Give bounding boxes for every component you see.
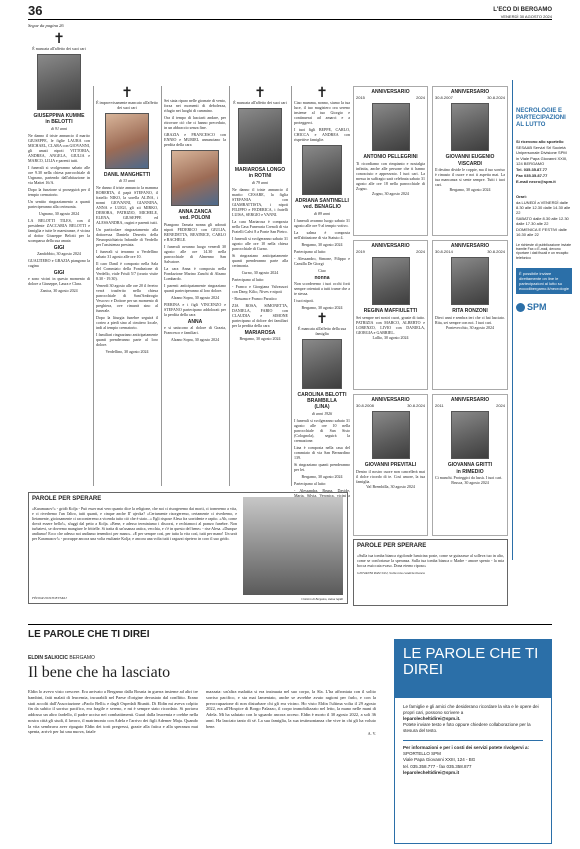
obituary-column-2 <box>96 86 158 488</box>
article-sign: A. V. <box>367 731 376 737</box>
obit-intro: È improvvisamente mancato all'affetto dei suoi cari <box>96 100 158 110</box>
box-title: PAROLE PER SPERARE <box>32 496 102 502</box>
anniversary-text: Sei sempre nei nostri cuori, grazie di tutto. PATRIZIA con MARCO, ALBERTO e LORENZO, LIVIO con DANIELA, GIORGIA e GABRIEL. <box>356 314 425 335</box>
obit-text: - Alessandra, Bruna, Davide, Marta, Silvia, Veronica, vicini a <box>294 487 350 498</box>
anniversary-text: Ti ricordiamo con rimpianto e nostalgia infinita, anche alle persone che ti hanno conosciuto e apprezzato. I tuoi cari. La messa in suffragio sarà celebrata sabato 31 agosto alle ore 18 nella parrocchiale di Zogno. <box>356 160 425 191</box>
obit-text: I tuoi nipoti. <box>294 297 314 303</box>
obit-text: Ne danno il triste annuncio il marito GIUSEPPE, le figlie LAURA con MICHAEL, CLARA con GIOVANNI, gli amati nipoti VITTORIA, ANDREA, ANGELA, GIULIA e MARCO, LILIA e parenti tutti. <box>28 132 90 163</box>
sidebar-title: NECROLOGIE E PARTECIPAZIONI AL LUTTO <box>516 108 566 128</box>
obituary-column-3 <box>164 98 226 488</box>
obit-text: Piangono l'amata nonna gli adorati nipoti FEDERICO con GIULIA, BENEDETTA, BEATRICE, CARLO e RACHELE. <box>164 221 226 242</box>
obit-sign: Zandobbio, 30 agosto 2024 <box>37 250 81 256</box>
obit-sign: Verdellino, 30 agosto 2024 <box>105 349 149 355</box>
obit-text: Ciao mamma, nonno, siamo la tua luce, il tuo magistero ora sereno insieme al tuo Giorgio e continuerai ad amarci e a proteggerci. <box>294 100 350 125</box>
obit-sign: Urgnano, 30 agosto 2024 <box>38 210 80 216</box>
obit-sign: Alzano Sopra, 30 agosto 2024 <box>170 294 220 300</box>
obit-age: di 91 anni <box>50 125 68 131</box>
obit-text: La salma è composta nell'abitazione di via Statuto 4. <box>294 229 350 240</box>
obit-name-sub: ved. POLONI <box>179 215 211 222</box>
portrait-photo <box>451 103 489 151</box>
obit-age: di 89 anni <box>313 210 331 216</box>
portrait-photo <box>372 103 410 151</box>
anniversary-text: Dieci anni e sembra ieri che ci hai lasciato. Rita, sei sempre con noi. I tuoi cari. <box>435 314 505 325</box>
necrology-sidebar: NECROLOGIE E PARTECIPAZIONI AL LUTTO Si ricevono allo sportello SESAAB Servizi Srl Società Unipersonale Divisione SPM in Viale Papa Giovanni XXIII, 124 BERGAMO Tel. 035.35.87.77 Fax 035.35.87.77 E-mail necro@spm.it Orari: da LUNEDÌ a VENERDÌ dalle 8.30 alle 12.30 dalle 14.30 alle 22 SABATO dalle 8.30 alle 12.30 dalle 17.30 alle 22 DOMENICA E FESTIVI dalle 16.30 alle 22 Le richieste di pubblicazione inviate tramite Fax o E-mail, devono riportare i dati fiscali e un recapito telefonico È possibile inviare direttamente on line le partecipazioni al lutto su eccodibergamo.it/necrologie SPM <box>512 80 572 560</box>
anniversary-card: ANNIVERSARIO 2015 2024 ANTONIO PELLEGRINI Ti ricordiamo con rimpianto e nostalgia infinita, anche alle persone che ti hanno conosciuto e apprezzato. I tuoi cari. La messa in suffragio sarà celebrata sabato 31 agosto alle ore 18 nella parrocchiale di Zogno. Zogno, 30 agosto 2024 <box>353 86 428 236</box>
obit-sign: Zanica, 30 agosto 2024 <box>40 288 78 293</box>
obit-name: GIGI <box>53 244 65 251</box>
anniversary-card: ANNIVERSARIO 30.8.2007 30.8.2024 GIOVANNI EUGENIO VISCARDI Il destino divide le coppie, ma il tuo sorriso è rimasto il cuore e noi ti aspetta mai. La tua mancanza si sente sempre. Tutti i tuoi cari. Bergamo, 30 agosto 2024 <box>432 86 508 236</box>
column-divider <box>291 86 292 486</box>
anniversary-sign: Val Brembilla, 30 agosto 2024 <box>366 483 415 489</box>
promo-email-link[interactable]: leparolecheltidirei@spm.it. <box>403 716 461 722</box>
obit-text: Un particolare ringraziamento alla dottoressa Daniela Desertis della Neuropsichiatria Infantile di Verdello per l'assistenza prestata. <box>96 227 158 248</box>
obit-sign: Curno, 30 agosto 2024 <box>241 269 279 275</box>
obit-text: I funerali si svolgeranno sabato 31 agosto alle ore 10 nella parrocchiale di San Sisto (Colognola), seguirà la cremazione. <box>294 417 350 443</box>
obit-name: MARIAROSA <box>244 329 276 336</box>
obit-text: Un sentito ringraziamento a quanti parteciperanno alla cerimonia. <box>28 198 90 209</box>
obit-sign: Alzano Sopra, 30 agosto 2024 <box>170 336 220 342</box>
obit-text: Partecipano al lutto: <box>294 480 327 486</box>
cross-icon: ✝ <box>121 86 133 101</box>
obit-text: GRAZIA e FRANCESCO con ENNIO e MURIEL annunciano la perdita della cara <box>164 132 226 147</box>
anniversary-card: ANNIVERSARIO 2011 2024 GIOVANNA GRITTI in RIMEDIO Ci manchi. Proteggici da lassù. I tuoi cari. Brusca, 30 agosto 2024 <box>432 394 508 536</box>
anniversary-card: ANNIVERSARIO 30.8.2014 30.8.2024 RITA RONZONI Dieci anni e sembra ieri che ci hai lasciato. Rita, sei sempre con noi. I tuoi cari. Pontevecchio, 30 agosto 2024 <box>432 240 508 390</box>
obit-age: di 33 anni <box>118 178 136 184</box>
anniversary-name: GIOVANNI EUGENIO VISCARDI <box>445 154 495 167</box>
column-divider <box>93 86 94 486</box>
anniversary-card: ANNIVERSARIO 30.8.2008 30.8.2024 GIOVANNI PREVITALI Dentro il nostro cuore non cancellerà mai il dolce ricordo di te. Così amore, la tua famiglia. Val Brembilla, 30 agosto 2024 <box>353 394 428 536</box>
online-submission-banner[interactable]: È possibile inviare direttamente on line le partecipazioni al lutto su eccodibergamo.it/necrologie <box>516 268 572 294</box>
obit-text: Partecipano al lutto: <box>294 248 327 254</box>
obit-text: La cara Mariarosa è composta nella Casa Funeraria Crenoli di via Fratelli Calvi 8 a Ponte San Pietro. <box>232 218 288 234</box>
cross-icon: ✝ <box>316 310 328 327</box>
obit-text: Ora il tempo di lasciarti andare, per ritrovare ciò che ci hanno preceduto, in un abbraccio senza fine. <box>164 115 226 130</box>
spm-logo: SPM <box>516 302 572 313</box>
obit-age: di anni 1926 <box>311 410 333 416</box>
obit-age: di 79 anni <box>251 179 269 185</box>
obit-text: - Rossana e Franco Paratico <box>232 295 277 301</box>
obit-name-sub: in BELOTTI <box>45 119 73 126</box>
portrait-photo <box>451 411 489 459</box>
header-date: VENERDÌ 30 AGOSTO 2024 <box>500 14 552 19</box>
anniversary-text: Dentro il nostro cuore non cancellerà mai il dolce ricordo di te. Così amore, la tua famiglia. <box>356 468 425 484</box>
obit-text: GUALTIERO e GRAZIA piangono la cugina <box>28 257 90 268</box>
obit-name: ANNA <box>187 318 203 325</box>
obit-sign: Bergamo, 30 agosto 2024 <box>301 241 343 247</box>
obit-text: Partecipano al lutto: <box>232 276 265 282</box>
obit-text: Ne danno il triste annuncio la mamma ROBERTA, il papà STEFANO, il fratello NIKO, la sorella ALINA, i nonni GIOVANNI, GIANNINA, ANNA e LUIGI, gli zii MIRKO, DEBORA, PATRIZIO, MICHELE, ELENA, GIUSEPPE ed ALESSANDRA, cugini e parenti tutti. <box>96 185 158 226</box>
page-number: 36 <box>28 2 43 18</box>
obit-text: Lina è composta nella casa del commiato di via San Bernardino 139. <box>294 444 350 460</box>
obit-name: MARIAROSA LONGO <box>234 167 286 173</box>
obit-sign: Bergamo, 30 agosto 2024 <box>239 335 281 341</box>
anniversary-sign: Zogno, 30 agosto 2024 <box>372 190 409 196</box>
obituary-column-4 <box>232 86 288 488</box>
obit-name: GIGI <box>53 269 65 276</box>
obit-text: I parenti anticipatamente ringraziano quanti parteciperanno al loro dolore. <box>164 282 226 293</box>
article-byline: ELDIN SALKICIC BERGAMO <box>28 655 95 661</box>
section-title: LE PAROLE CHE TI DIREI <box>28 624 552 642</box>
anniversary-name: REGINA MAFFIULETTI <box>363 308 418 315</box>
quote-source: GIOVANNI PASCOLI, Sulla mia candela bianca <box>357 570 425 575</box>
portrait-photo <box>171 150 219 206</box>
quote-source: FËDOR DOSTOEVSKIJ <box>32 595 67 600</box>
anniversary-sign: Pontevecchio, 30 agosto 2024 <box>446 324 494 330</box>
obit-text: I funerali si svolgeranno sabato alle ore 9.30 nella chiesa parrocchiale di Urgnano, partendo dall'abitazione in via Mattei 16/A. <box>28 164 90 185</box>
obit-sign: Bergamo, 30 agosto 2024 <box>301 473 343 479</box>
anniversary-name-sub: in RIMEDIO <box>456 468 484 475</box>
box-title: PAROLE PER SPERARE <box>357 543 427 549</box>
obit-text: I funerali avranno luogo venerdì 30 agosto alle ore 14.30 nella parrocchiale di Almenno San Salvatore. <box>164 243 226 264</box>
obit-text: Dopo la liturgia funebre seguirà il corteo a piedi sino al cimitero locale, indi al tempio crematorio. <box>96 315 158 331</box>
continuation-note: Segue da pagina 26 <box>28 23 64 28</box>
obit-intro: È mancata all'affetto dei suoi cari <box>233 100 287 105</box>
obit-text: I funerali si terranno a Verdellino sabato 31 agosto alle ore 10. <box>96 249 158 260</box>
obit-text: LA BELOTTI TILES, con il presidente ZACCARIA BELOTTI e famiglia e tutte le maestranze, è vicina al dottor Giuseppe Belotti per la scomparsa della sua amata <box>28 217 90 243</box>
anniversary-text: Ci manchi. Proteggici da lassù. I tuoi cari. <box>435 474 503 480</box>
sidebar-email-link[interactable]: E-mail necro@spm.it <box>516 178 556 184</box>
obit-text: Si ringraziano anticipatamente quanti prenderanno parte alla cerimonia. <box>232 252 288 268</box>
portrait-photo <box>372 257 410 305</box>
portrait-photo <box>451 257 489 305</box>
quote-text: «Sulla tua tomba bianca rigolonde lumicina poste, come se guizzasse al solleva tuo in alto, come se confortasse la speranza. Sulla tua tomba bianca o Madre - amore spento - la mia bocca essiccata evaso. Dona eterno riposo» <box>357 552 504 568</box>
obit-text: La cara Anna è composta nella Fondazione Marino Zanchi di Alzano Lombardo. <box>164 265 226 281</box>
promo-title: LE PAROLE CHE TI DIREI <box>395 640 551 698</box>
header-right <box>493 7 552 20</box>
obit-text: ZIA ROSA, SIMONETTA, DANIELA, FABIO con CLAUDIA e SIMONE partecipano al dolore dei familiari per la perdita della cara <box>232 302 288 328</box>
obit-name: nonna <box>314 274 330 281</box>
newspaper-brand: L'ECO DI BERGAMO <box>493 6 552 13</box>
portrait-photo <box>37 54 81 110</box>
cross-icon: ✝ <box>316 86 328 101</box>
portrait-photo <box>238 108 282 164</box>
cross-icon: ✝ <box>53 32 65 47</box>
obit-text: Il caro Danil è composto nella Sala del Commiato della Fondazione di Verdello, viale Friuli 5/7 (orario visite 8.30 - 19.30). <box>96 261 158 282</box>
obit-text: e sono vicini in questo momento di dolore a Giuseppe, Laura e Clara. <box>28 276 90 286</box>
obituary-column-1 <box>28 32 90 487</box>
obit-name: GIUSEPPINA KUMME <box>33 113 85 119</box>
article-text: mazzata: un'altra malattia si era insinuata nel suo corpo, la Sla. L'ha affrontata con il solito sorriso pacifico, e sta mai lamentato, anche se avrebbe avuto ragioni per farlo, e con la preoccupazione di non disturbare chi gli era vicino. Ho visto Eldin l'ultima volta il 29 agosto 2022, era all'Hospice di Borgo Palazzo, il corpo immobilizzato nel letto, la mano nelle mani di Adela. Mi ha salutato con lo sguardo ancora acceso. Eldin è morto il 30 agosto 2022, a soli 36 anni. Ha lasciato tanto di sé. La sua famiglia, la sua testimonianza che vive in chi gli ha voluto bene. <box>206 689 376 729</box>
obit-name-sub: BRAMBILLA <box>307 398 337 404</box>
obit-text: Venerdì 30 agosto alle ore 20 il feretro verrà trasferito nella chiesa parrocchiale di Sant'Ambrogio Vescovo e Dottore per un momento di preghiera, ove rimarrà sino al funerale. <box>96 283 158 314</box>
obit-name: CAROLINA BELOTTI <box>297 391 347 398</box>
portrait-photo <box>302 339 342 389</box>
anniversary-name: GIOVANNI PREVITALI <box>364 462 417 469</box>
spm-logo-icon <box>516 303 525 312</box>
obit-name-sub: in ROTINI <box>248 173 272 180</box>
obit-name: DANIL MANGHETTI <box>103 172 151 178</box>
obit-name: ANNA ZANCA <box>178 209 212 215</box>
memorial-article <box>28 655 376 736</box>
parole-per-sperare-box <box>28 492 348 604</box>
anniversary-card: ANNIVERSARIO 2019 2024 REGINA MAFFIULETTI Sei sempre nei nostri cuori, grazie di tutto. PATRIZIA con MARCO, ALBERTO e LORENZO, LIVIO con DANIELA, GIORGIA e GABRIEL. Lallio, 30 agosto 2024 <box>353 240 428 390</box>
quote-text: «Karamazov!» - gridò Kolja - Può esser mai vero quanto dice la religione, che noi ci risorgeremo dai morti, ci torneremo a vita, e ci rivedremo l'un l'altro, tutti quanti, e cinque anche Il' ujecka? «Certamente risorgeremo, certamente ci rivedremo, e lietamente, gioiosamente ci racconteremo a vicenda tutto ciò che è stato...» Egli rispose Alesa fra sorridente e rapito. «Ah, come dovrà essere bello!», sfuggì dal petto a Kolja. «Bene, e adesso terminiamo i discorsi, e rechiamoci al pranzo funebre. Non turbatevi, se dovremo mangiare le frittelle. Si tratta di un'usanza antica, vecchia, e c'è in questo del bene» - rise Alesa. «Dunque andiamo! Ecco che adesso noi andiamo tenendoci per mano». «E per sempre così, per tutta la vita così, tutti per mano! Un urrà per Karamazov!» - proruppe ancora una volta esultante Kolja; e ancora una volta tutti i ragazzi ripetero in coro il suo grido. <box>32 505 237 541</box>
parole-per-sperare-box <box>353 539 508 606</box>
obit-intro: È mancata all'affetto della sua famiglia <box>298 325 346 336</box>
obit-text: Ne danno il triste annuncio il marito CESARE, la figlia STEFANIA con GIAMBATTISTA, i nipoti FILIPPO e FEDERICA, i fratelli LUISA, SERGIO e VANNI. <box>232 186 288 217</box>
obit-text: Sei stata riparo nelle giornate di vento, forza nei momenti di debolezza, rifugio nei luoghi di cammino. <box>164 98 226 113</box>
cross-icon: ✝ <box>254 86 266 101</box>
anniversary-name: ANTONIO PELLEGRINI <box>363 154 418 161</box>
article-headline: Il bene che ha lasciato <box>28 664 171 682</box>
obit-text: I familiari ringraziano anticipatamente quanti prenderanno parte al loro dolore. <box>96 332 158 348</box>
obit-text: Si ringraziano quanti prenderanno per lei. <box>294 461 350 472</box>
anniversary-name: GIOVANNA GRITTI <box>447 462 493 469</box>
column-divider <box>161 86 162 486</box>
obit-intro: È mancata all'affetto dei suoi cari <box>32 46 86 51</box>
promo-email-link-2[interactable]: leparolecheltidirei@spm.it <box>403 769 460 775</box>
photo-caption: Cimitero di Bergamo, statua lapidi <box>301 597 343 602</box>
obit-text: e si uniscono al dolore di Grazia, Francesco e familiari. <box>164 324 226 335</box>
angel-statue-photo <box>243 497 343 595</box>
obit-text: Dopo la funzione si proseguirà per il tempio crematorio. <box>28 186 90 197</box>
page-header <box>28 2 552 20</box>
article-text: Eldin lo avevo visto crescere. Era arrivato a Bergamo dalla Bosnia in guerra insieme ad altri tre bambini, fatti malati di leucemia, incurabili nel Paese d'origine devastato dal conflitto. Erano stati accolti dall'Associazione «Paolo Belli» e dagli Ospedali Riuniti. Di Eldin mi aveva colpito fin da subito il sorriso pacifico, era fragile e sereno, e mi è sempre stato ricordato. Si portava addosso un altro fardello, il padre ucciso nei combattimenti. Guarì dalla leucemia e crebbe nella nostra città gli studi, il lavoro, il matrimonio con Adela e l'arrivo dei figli Ademer Maja. Quando la vita sembrava aver ripagato Eldin dei torti pregressi, grazie alla fatica e alla speranza mai spenta, arrivò per lui una nuova, fatale <box>28 689 198 735</box>
obit-text: I funerali si svolgeranno sabato 31 agosto alle ore 10 nella chiesa parrocchiale di Curno. <box>232 235 288 251</box>
obit-name: ADRIANA SANTINELLI <box>295 198 349 204</box>
obit-text: - Alessandro, Simone, Filippo e Camilla De Giorgi <box>294 255 350 266</box>
anniversary-name: RITA RONZONI <box>452 308 488 315</box>
obit-text: I tuoi figli BEPPE, CARLO, CHICCA e ANDREA con rispettive famiglie. <box>294 127 350 142</box>
obit-text: PIERINA e i figli VINCENZO e STEFANO partecipano addolorati per la perdita della cara <box>164 301 226 317</box>
portrait-photo <box>105 113 149 169</box>
portrait-photo <box>302 145 342 195</box>
anniversary-text: Il destino divide le coppie, ma il tuo sorriso è rimasto il cuore e noi ti aspetta mai. La tua mancanza si sente sempre. Tutti i tuoi cari. <box>435 166 505 187</box>
obit-text: Ciao <box>318 267 326 273</box>
anniversary-sign: Lallio, 30 agosto 2024 <box>372 334 409 340</box>
obit-name-sub: ved. BENAGLIO <box>303 204 341 211</box>
obit-text: - Franco e Giorgiana Valvassori con Dany, Kilio, Nives e nipoti <box>232 283 288 294</box>
le-parole-promo-box: LE PAROLE CHE TI DIREI Le famiglie e gli amici che desiderano ricordare la vita e le opere dei propri cari, possono scrivere a leparolecheltidirei@spm.it. Potete inviare testo e foto oppure chiedere collaborazione per la stesura del testo. Per informazioni e per i costi dei servizi potete rivolgervi a: SPORTELLO SPM Viale Papa Giovanni XXIII, 124 - BG tel. 035.358.777 - fax 035.358.877 leparolecheltidirei@spm.it <box>394 639 552 844</box>
column-divider <box>229 86 230 486</box>
anniversary-sign: Bergamo, 30 agosto 2024 <box>449 186 491 192</box>
obit-sign: Bergamo, 30 agosto 2024 <box>301 304 343 310</box>
portrait-photo <box>372 411 410 459</box>
obit-text: I funerali avranno luogo sabato 31 agosto alle ore 9 al tempio votivo. <box>294 217 350 228</box>
anniversary-sign: Brusca, 30 agosto 2024 <box>451 479 489 485</box>
obit-text: Non scorderemo i tuoi occhi forti sempre orientati a tutti trame che a te stessa. <box>294 280 350 296</box>
obit-name-sub: (LINA) <box>314 404 330 411</box>
